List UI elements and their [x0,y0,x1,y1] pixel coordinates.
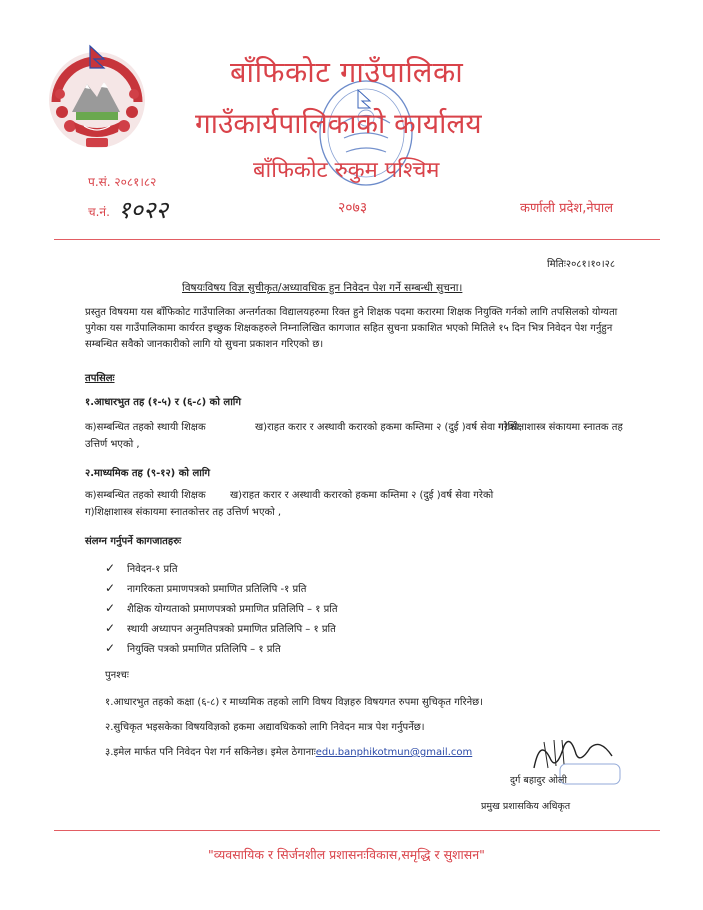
province-label: कर्णाली प्रदेश,नेपाल [520,201,614,216]
header-divider [54,239,660,240]
office-location: बाँफिकोट रुकुम पश्चिम [253,158,440,183]
attachments-heading: संलग्न गर्नुपर्ने कागजातहरुः [85,536,182,547]
note-item: १.आधारभुत तहको कक्षा (६-८) र माध्यमिक तहको लागि विषय विज्ञहरु विषयगत रुपमा सुचिकृत गरिनेछ। [105,697,483,708]
attachment-item: ✓ नियुक्ति पत्रको प्रमाणित प्रतिलिपि – १ प्रति [105,641,281,655]
section1-criterion-c-cont: उत्तिर्ण भएको , [85,439,140,450]
section2-criterion-c: ग)शिक्षाशास्त्र संकायमा स्नातकोत्तर तह उत्तिर्ण भएको , [85,507,282,518]
office-name: गाउँकार्यपालिकाको कार्यालय [195,107,482,140]
section1-heading: १.आधारभुत तह (१-५) र (६-८) को लागि [85,397,242,408]
attachment-item: ✓ नागरिकता प्रमाणपत्रको प्रमाणित प्रतिलिपि -१ प्रति [105,581,307,595]
note-item: २.सुचिकृत भइसकेका विषयविज्ञको हकमा अद्यावधिकको लागि निवेदन मात्र पेश गर्नुपर्नेछ। [105,722,425,733]
notice-body [85,305,645,353]
signatory-title: प्रमुख प्रशासकिय अधिकृत [481,801,571,812]
checkmark-icon: ✓ [105,561,116,575]
body-line: प्रस्तुत विषयमा यस बाँफिकोट गाउँपालिका अन्तर्गतका विद्यालयहरुमा रिक्त हुने शिक्षक पदमा करारमा शिक्षक नियुक्ति गर्नको लागि तपसिलको योग्यता [85,307,618,318]
dispatch-number-label: च.नं. [88,205,110,219]
footer-divider [54,830,660,831]
email-link[interactable]: edu.banphikotmun@gmail.com [315,747,473,758]
note-item: ३.इमेल मार्फत पनि निवेदन पेश गर्न सकिनेछ। इमेल ठेगानाःedu.banphikotmun@gmail.com [105,747,473,758]
footer-motto: "व्यवसायिक र सिर्जनशील प्रशासनःविकास,समृद्धि र सुशासन" [208,847,485,862]
municipality-name: बाँफिकोट गाउँपालिका [230,55,464,89]
section2-criterion-b: ख)राहत करार र अस्थावी करारको हकमा कम्तिमा २ (दुई )वर्ष सेवा गरेको [230,490,494,501]
checkmark-icon: ✓ [105,641,116,655]
punashcha-label: पुनश्चः [105,670,129,681]
tapasil-label: तपसिलः [85,373,115,384]
attachment-item: ✓ निवेदन-१ प्रति [105,561,178,575]
dispatch-number-value: १०२२ [118,196,168,224]
section2-heading: २.माध्यमिक तह (९-१२) को लागि [85,468,211,479]
establishment-year: २०७३ [338,200,368,216]
signatory-name: दुर्ग बहादुर ओली [510,775,567,786]
checkmark-icon: ✓ [105,581,116,595]
attachment-item: ✓ स्थायी अध्यापन अनुमतिपत्रको प्रमाणित प्रतिलिपि – १ प्रति [105,621,336,635]
reference-number: प.सं. २०८१।८२ [88,175,157,189]
section2-criterion-a: क)सम्बन्धित तहको स्थायी शिक्षक [85,490,206,501]
notice-date: मितिः२०८१।१०।२८ [547,259,616,270]
section1-criterion-a: क)सम्बन्धित तहको स्थायी शिक्षक [85,422,206,433]
nepal-emblem-icon [42,42,152,152]
checkmark-icon: ✓ [105,601,116,615]
body-line: पुगेका यस गाउँपालिकामा कार्यरत इच्छुक शिक्षकहरुले निम्नालिखित कागजात सहित सुचना प्रकाशित भएको मितिले १५ दिन भित्र निवेदन पेश गर्नुहुन [85,323,613,334]
section1-criterion-c: ग)शिक्षाशास्त्र संकायमा स्नातक तह [498,422,623,433]
checkmark-icon: ✓ [105,621,116,635]
section1-criterion-b: ख)राहत करार र अस्थावी करारको हकमा कम्तिमा २ (दुई )वर्ष सेवा गरेको [255,422,519,433]
notice-subject: विषयःविषय विज्ञ सुचीकृत/अध्यावधिक हुन निवेदन पेश गर्ने सम्बन्धी सुचना। [182,282,463,294]
body-line: सम्बन्धित सवैको जानकारीको लागि यो सुचना प्रकाशन गरिएको छ। [85,339,324,350]
attachment-item: ✓ शैक्षिक योग्यताको प्रमाणपत्रको प्रमाणित प्रतिलिपि – १ प्रति [105,601,338,615]
